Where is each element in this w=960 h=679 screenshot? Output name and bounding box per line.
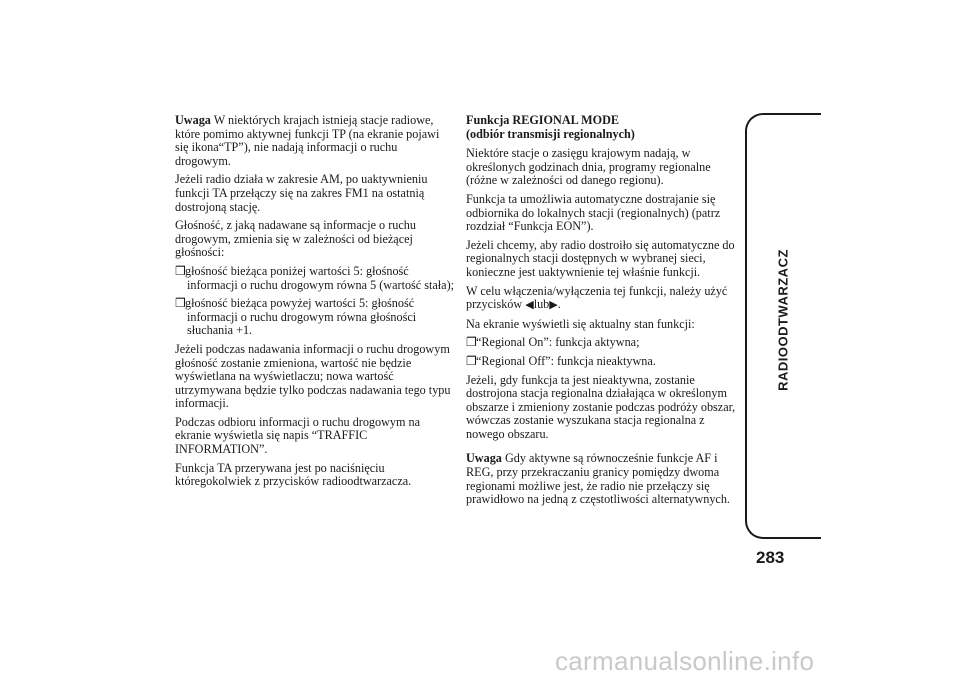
checkbox-bullet-icon: ❒ (175, 296, 186, 311)
note-text: Gdy aktywne są równocześnie funkcje AF i REG, przy przekraczaniu granicy pomiędzy dwoma regionami możliwe jest, że radio nie przełączy się prawidłowo na jedną z częstotliwości alternatywnych. (466, 451, 730, 507)
page-number: 283 (756, 548, 785, 567)
checkbox-bullet-icon: ❒ (175, 263, 186, 278)
inactive-paragraph: Jeżeli, gdy funkcja ta jest nieaktywna, zostanie dostrojona stacja regionalna działająca w określonym obszarze i zmieniony zostanie podczas podróży obszar, wówczas zostanie wyszukana stacja regionalna z nowego obszaru. (466, 372, 736, 441)
checkbox-bullet-icon: ❒ (466, 335, 477, 350)
watermark: carmanualsonline.info (555, 646, 815, 676)
bullet-item (466, 336, 744, 350)
section-heading (466, 114, 744, 141)
bullet-item (175, 265, 455, 292)
right-column (466, 114, 744, 512)
section-title: Funkcja REGIONAL MODE (466, 113, 620, 127)
section-subtitle: (odbiór transmisji regionalnych) (466, 126, 635, 141)
toggle-paragraph (466, 285, 744, 313)
note-paragraph (175, 114, 455, 168)
volume-paragraph: Głośność, z jaką nadawane są informacje o ruchu drogowym, zmienia się w zależności od bieżącej głośności: (175, 218, 416, 260)
note-text: W niektórych krajach istnieją stacje radiowe, które pomimo aktywnej funkcji TP (na ekranie pojawi się ikona“TP”), nie nadają informacji o ruchu drogowym. (175, 113, 440, 168)
state-paragraph: Na ekranie wyświetli się aktualny stan funkcji: (466, 316, 695, 331)
bullet-text: “Regional Off”: funkcja nieaktywna. (476, 353, 656, 368)
display-paragraph: Podczas odbioru informacji o ruchu drogowym na ekranie wyświetla się napis “TRAFFIC INFORMATION”. (175, 414, 421, 457)
chapter-label: RADIOODTWARZACZ (775, 249, 791, 391)
toggle-end-text: . (557, 297, 561, 312)
right-triangle-icon: ▶ (549, 299, 558, 312)
interrupt-paragraph: Funkcja TA przerywana jest po naciśnięciu któregokolwiek z przycisków radioodtwarzacza. (175, 460, 412, 489)
bullet-text: głośność bieżąca powyżej wartości 5: głośność informacji o ruchu drogowym równa głośności słuchania +1. (185, 296, 417, 338)
volume-change-paragraph: Jeżeli podczas nadawania informacji o ruchu drogowym głośność zostanie zmieniona, wartość nie będzie wyświetlana na wyświetlaczu; nowa wartość utrzymywana będzie tylko podczas nadawania tego typu informacji. (175, 341, 451, 411)
function-paragraph: Funkcja ta umożliwia automatyczne dostrajanie się odbiornika do lokalnych stacji (regionalnych) (patrz rozdział “Funkcja EON”). (466, 191, 721, 234)
toggle-or-text: lub (533, 297, 550, 312)
note-label: Uwaga (175, 113, 211, 127)
left-column (175, 114, 455, 494)
tune-paragraph: Jeżeli chcemy, aby radio dostroiło się automatyczne do regionalnych stacji dostępnych w wybranej sieci, konieczne jest uaktywnienie tej właśnie funkcji. (466, 237, 735, 279)
left-triangle-icon: ◀ (525, 299, 534, 312)
bullet-text: “Regional On”: funkcja aktywna; (476, 335, 640, 350)
bullet-item (466, 355, 744, 369)
stations-paragraph: Niektóre stacje o zasięgu krajowym nadają, w określonych godzinach dnia, programy regionalne (różne w zależności od danego regionu). (466, 146, 711, 188)
bullet-item (175, 297, 455, 338)
bullet-text: głośność bieżąca poniżej wartości 5: głośność informacji o ruchu drogowym równa 5 (wartość stała); (185, 263, 455, 292)
checkbox-bullet-icon: ❒ (466, 353, 477, 368)
toggle-text: W celu włączenia/wyłączenia tej funkcji, należy użyć przycisków (466, 283, 728, 312)
am-paragraph: Jeżeli radio działa w zakresie AM, po uaktywnieniu funkcji TA przełączy się na zakres FM1 na ostatnią dostrojoną stację. (175, 172, 428, 214)
note-paragraph (466, 452, 744, 506)
note-label: Uwaga (466, 451, 502, 466)
